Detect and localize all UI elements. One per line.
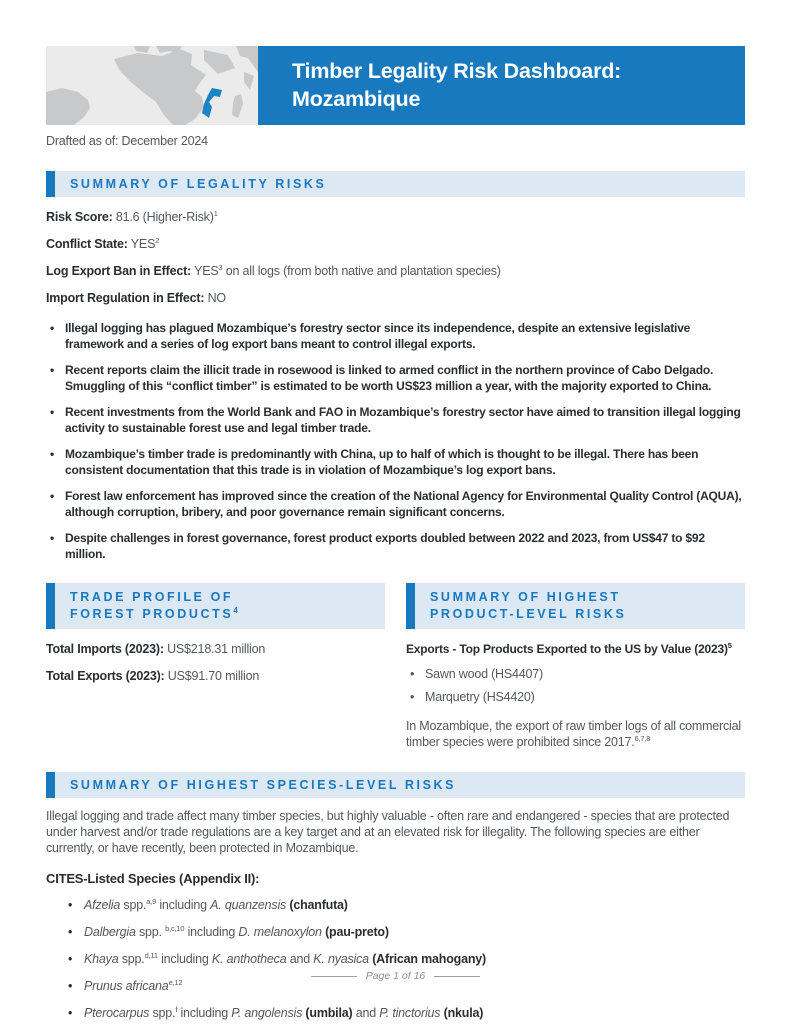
export-product-item: • Marquetry (HS4420) [406,689,745,705]
drafted-date: Drafted as of: December 2024 [46,134,208,148]
export-products-list [406,666,745,705]
legality-bullet: • Recent investments from the World Bank and FAO in Mozambique’s forestry sector have aimed to transition illegal logging activity to sustainable forest use and legal timber trade. [46,404,745,436]
export-product-item: • Sawn wood (HS4407) [406,666,745,682]
field-row [46,237,745,251]
field-label: Import Regulation in Effect: [46,291,205,305]
legality-bullet: • Despite challenges in forest governance, forest product exports doubled between 2022 and 2023, from US$47 to $92 million. [46,530,745,562]
section-accent-bar [46,772,55,798]
world-map-icon [46,46,258,125]
field-value: YES$^2$ [130,235,160,251]
cites-species-list [68,898,745,1020]
field-label: Log Export Ban in Effect: [46,264,192,278]
page-number: Page 1 of 16 [365,970,426,982]
section-title: SUMMARY OF LEGALITY RISKS [70,176,327,191]
section-title: SUMMARY OF HIGHEST PRODUCT-LEVEL RISKS [430,590,627,621]
section-accent-bar [46,583,55,629]
field-value: NO [207,291,226,305]
footer-rule-left [311,976,357,977]
species-item: • Pterocarpus spp.$^f$ including P. angolensis (umbila) and P. tinctorius (nkula) [68,1006,745,1020]
title-banner [258,46,745,125]
page-title-line2: Mozambique [292,86,421,111]
section-header-trade-profile [46,583,385,629]
section-header-species-risks [46,772,745,798]
species-item: • Khaya spp.$^{d,11}$ including K. anthotheca and K. nyasica (African mahogany) [68,952,745,966]
field-value: 81.6 (Higher-Risk)$^1$ [115,208,218,224]
field-label: Total Imports (2023): [46,642,164,656]
page-footer [0,970,791,982]
species-risks-section [46,772,745,1020]
field-label: Total Exports (2023): [46,669,165,683]
species-item: • Afzelia spp.$^{a,9}$ including A. quanzensis (chanfuta) [68,898,745,912]
header [46,46,745,125]
cites-subheading: CITES-Listed Species (Appendix II): [46,871,260,886]
field-row [46,291,745,305]
field-label: Conflict State: [46,237,128,251]
section-header-product-risks [406,583,745,629]
species-intro-paragraph: Illegal logging and trade affect many timber species, but highly valuable - often rare and endangered - species that are protected under harvest and/or trade regulations are a key target and at an elevated risk for illegality. The following species are either currently, or have recently, been protected in Mozambique. [46,809,730,855]
log-export-note: In Mozambique, the export of raw timber logs of all commercial timber species were prohibited since 2017.$^{6,7,8}$ [406,719,741,749]
product-risks-column [406,583,745,750]
legality-bullet: • Illegal logging has plagued Mozambique’s forestry sector since its independence, despite an extensive legislative framework and a series of log export bans meant to control illegal exports. [46,320,745,352]
legality-bullet-list [46,320,745,562]
section-title: SUMMARY OF HIGHEST SPECIES-LEVEL RISKS [70,777,457,792]
field-label: Risk Score: [46,210,113,224]
section-accent-bar [406,583,415,629]
field-row [46,669,385,683]
legality-bullet: • Mozambique’s timber trade is predominantly with China, up to half of which is thought to be illegal. There has been consistent documentation that this trade is in violation of Mozambique’s log export bans. [46,446,745,478]
field-value: US$218.31 million [167,642,266,656]
species-item: • Dalbergia spp. $^{b,c,10}$ including D. melanoxylon (pau-preto) [68,925,745,939]
page-title [292,58,621,113]
trade-profile-column [46,583,385,750]
document-page [46,46,745,1033]
footer-rule-right [434,976,480,977]
field-value: YES$^3$ on all logs (from both native and plantation species) [194,262,501,278]
field-value: US$91.70 million [167,669,260,683]
legality-bullet: • Forest law enforcement has improved since the creation of the National Agency for Environmental Quality Control (AQUA), although corruption, bribery, and poor governance remain significant concerns. [46,488,745,520]
section-header-legality-risks [46,171,745,197]
section-title: TRADE PROFILE OF FOREST PRODUCTS$^4$ [70,590,238,621]
section-accent-bar [46,171,55,197]
two-column-section [46,583,745,750]
legality-fields [46,210,745,305]
exports-subheading: Exports - Top Products Exported to the US by Value $(2023)^5$ [406,641,732,656]
field-row [46,210,745,224]
trade-profile-fields [46,642,385,683]
species-item: • Prunus africana$^{e,12}$ [68,979,745,993]
field-row [46,264,745,278]
legality-bullet: • Recent reports claim the illicit trade in rosewood is linked to armed conflict in the northern province of Cabo Delgado. Smuggling of this “conflict timber” is estimated to be worth US$23 million a year, with the majority exported to China. [46,362,745,394]
page-title-line1: Timber Legality Risk Dashboard: [292,58,622,83]
field-row [46,642,385,656]
